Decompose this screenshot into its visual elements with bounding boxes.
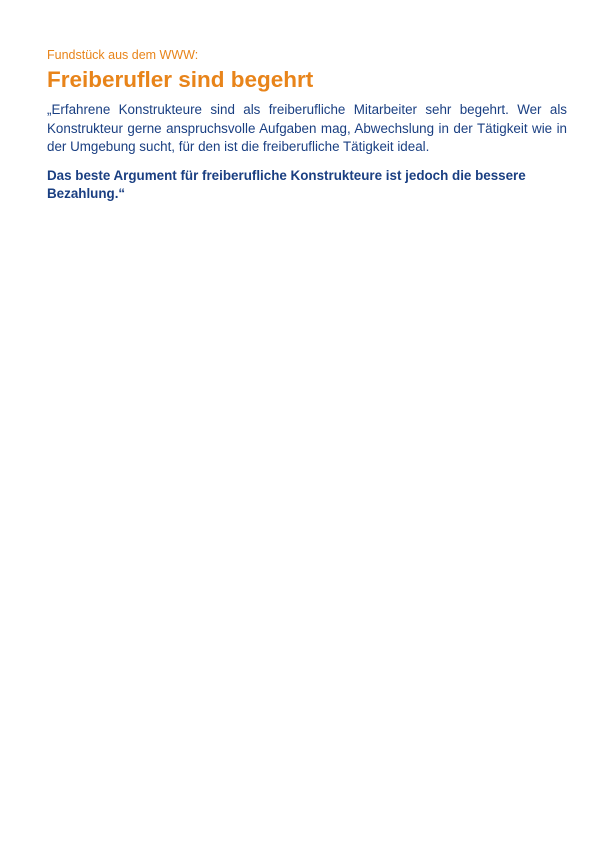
article-headline: Freiberufler sind begehrt [47, 67, 314, 92]
article-emphasis: Das beste Argument für freiberufliche Konstrukteure ist jedoch die bessere Bezahlung.“ [47, 167, 526, 201]
article [47, 47, 567, 204]
article-paragraph: „Erfahrene Konstrukteure sind als freiberufliche Mitarbeiter sehr begehrt. Wer als Konstrukteur gerne anspruchsvolle Aufgaben mag, Abwechslung in der Tätigkeit wie in der Umgebung sucht, für den ist die freiberufliche Tätigkeit ideal. [47, 102, 567, 154]
article-kicker: Fundstück aus dem WWW: [47, 48, 199, 62]
